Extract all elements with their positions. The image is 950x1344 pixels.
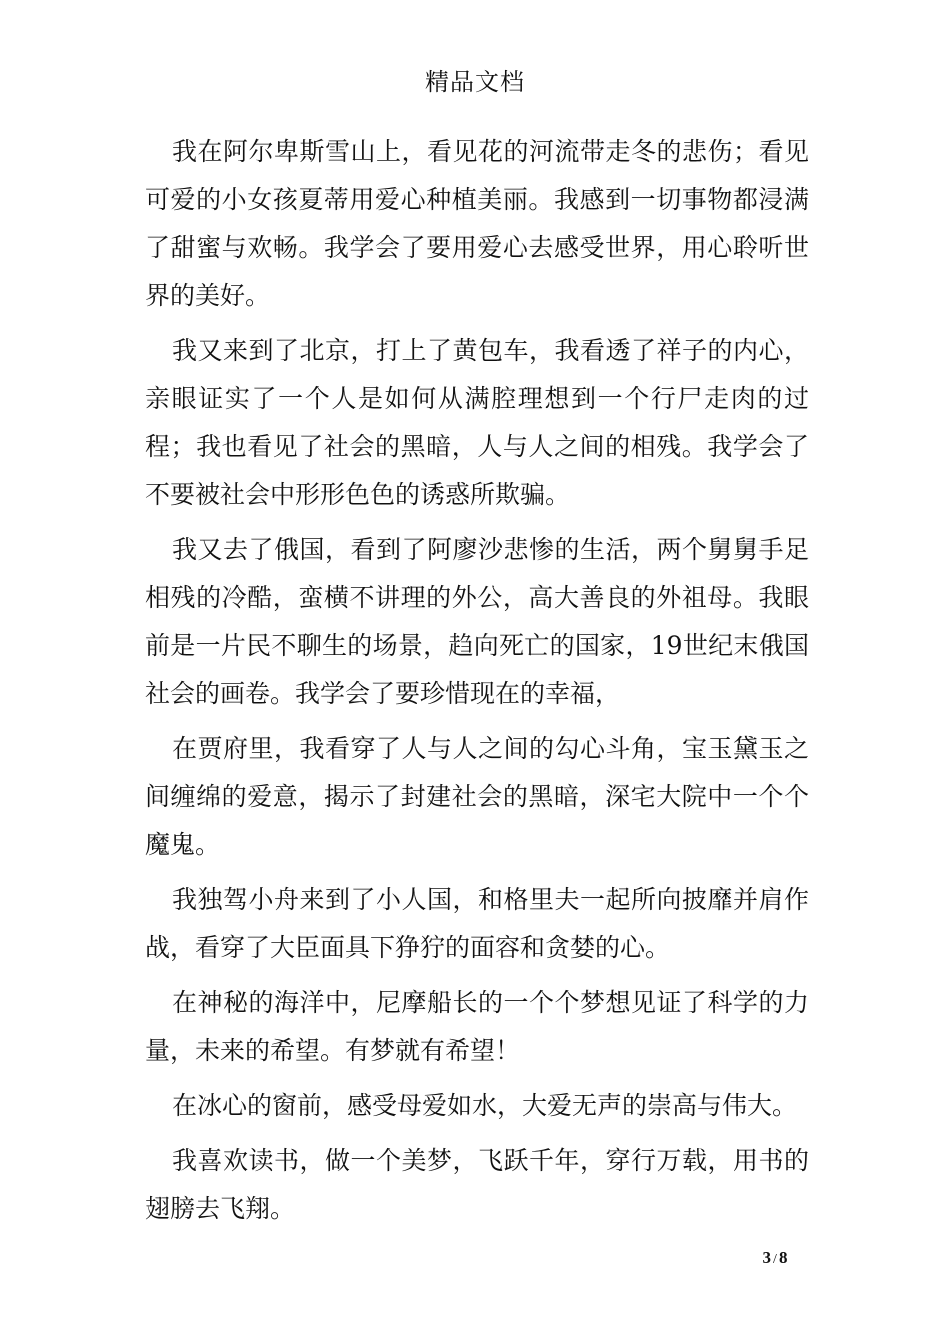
paragraph: 在冰心的窗前，感受母爱如水，大爱无声的崇高与伟大。 [172, 1091, 798, 1120]
paragraph: 我喜欢读书，做一个美梦，飞跃千年，穿行万载，用书的翅膀去飞翔。 [145, 1146, 809, 1223]
page-header-title: 精品文档 [425, 68, 525, 96]
paragraph: 在贾府里，我看穿了人与人之间的勾心斗角，宝玉黛玉之间缠绵的爱意，揭示了封建社会的黑暗，深宅大院中一个个魔鬼。 [145, 734, 809, 859]
paragraph: 我独驾小舟来到了小人国，和格里夫一起所向披靡并肩作战，看穿了大臣面具下狰狞的面容和贪婪的心。 [145, 885, 809, 962]
document-body [145, 128, 809, 1240]
current-page-number: 3 [762, 1248, 772, 1267]
paragraph: 我又来到了北京，打上了黄包车，我看透了祥子的内心，亲眼证实了一个人是如何从满腔理想到一个行尸走肉的过程；我也看见了社会的黑暗，人与人之间的相残。我学会了不要被社会中形形色色的诱惑所欺骗。 [145, 336, 809, 509]
paragraph: 我又去了俄国，看到了阿廖沙悲惨的生活，两个舅舅手足相残的冷酷，蛮横不讲理的外公，高大善良的外祖母。我眼前是一片民不聊生的场景，趋向死亡的国家，19世纪末俄国社会的画卷。我学会了要珍惜现在的幸福， [145, 535, 809, 708]
total-page-count: 8 [778, 1248, 788, 1267]
paragraph: 我在阿尔卑斯雪山上，看见花的河流带走冬的悲伤；看见可爱的小女孩夏蒂用爱心种植美丽。我感到一切事物都浸满了甜蜜与欢畅。我学会了要用爱心去感受世界，用心聆听世界的美好。 [145, 137, 809, 310]
page-number [730, 1248, 820, 1268]
paragraph: 在神秘的海洋中，尼摩船长的一个个梦想见证了科学的力量，未来的希望。有梦就有希望！ [145, 988, 809, 1065]
page-number-separator: / [773, 1252, 777, 1267]
